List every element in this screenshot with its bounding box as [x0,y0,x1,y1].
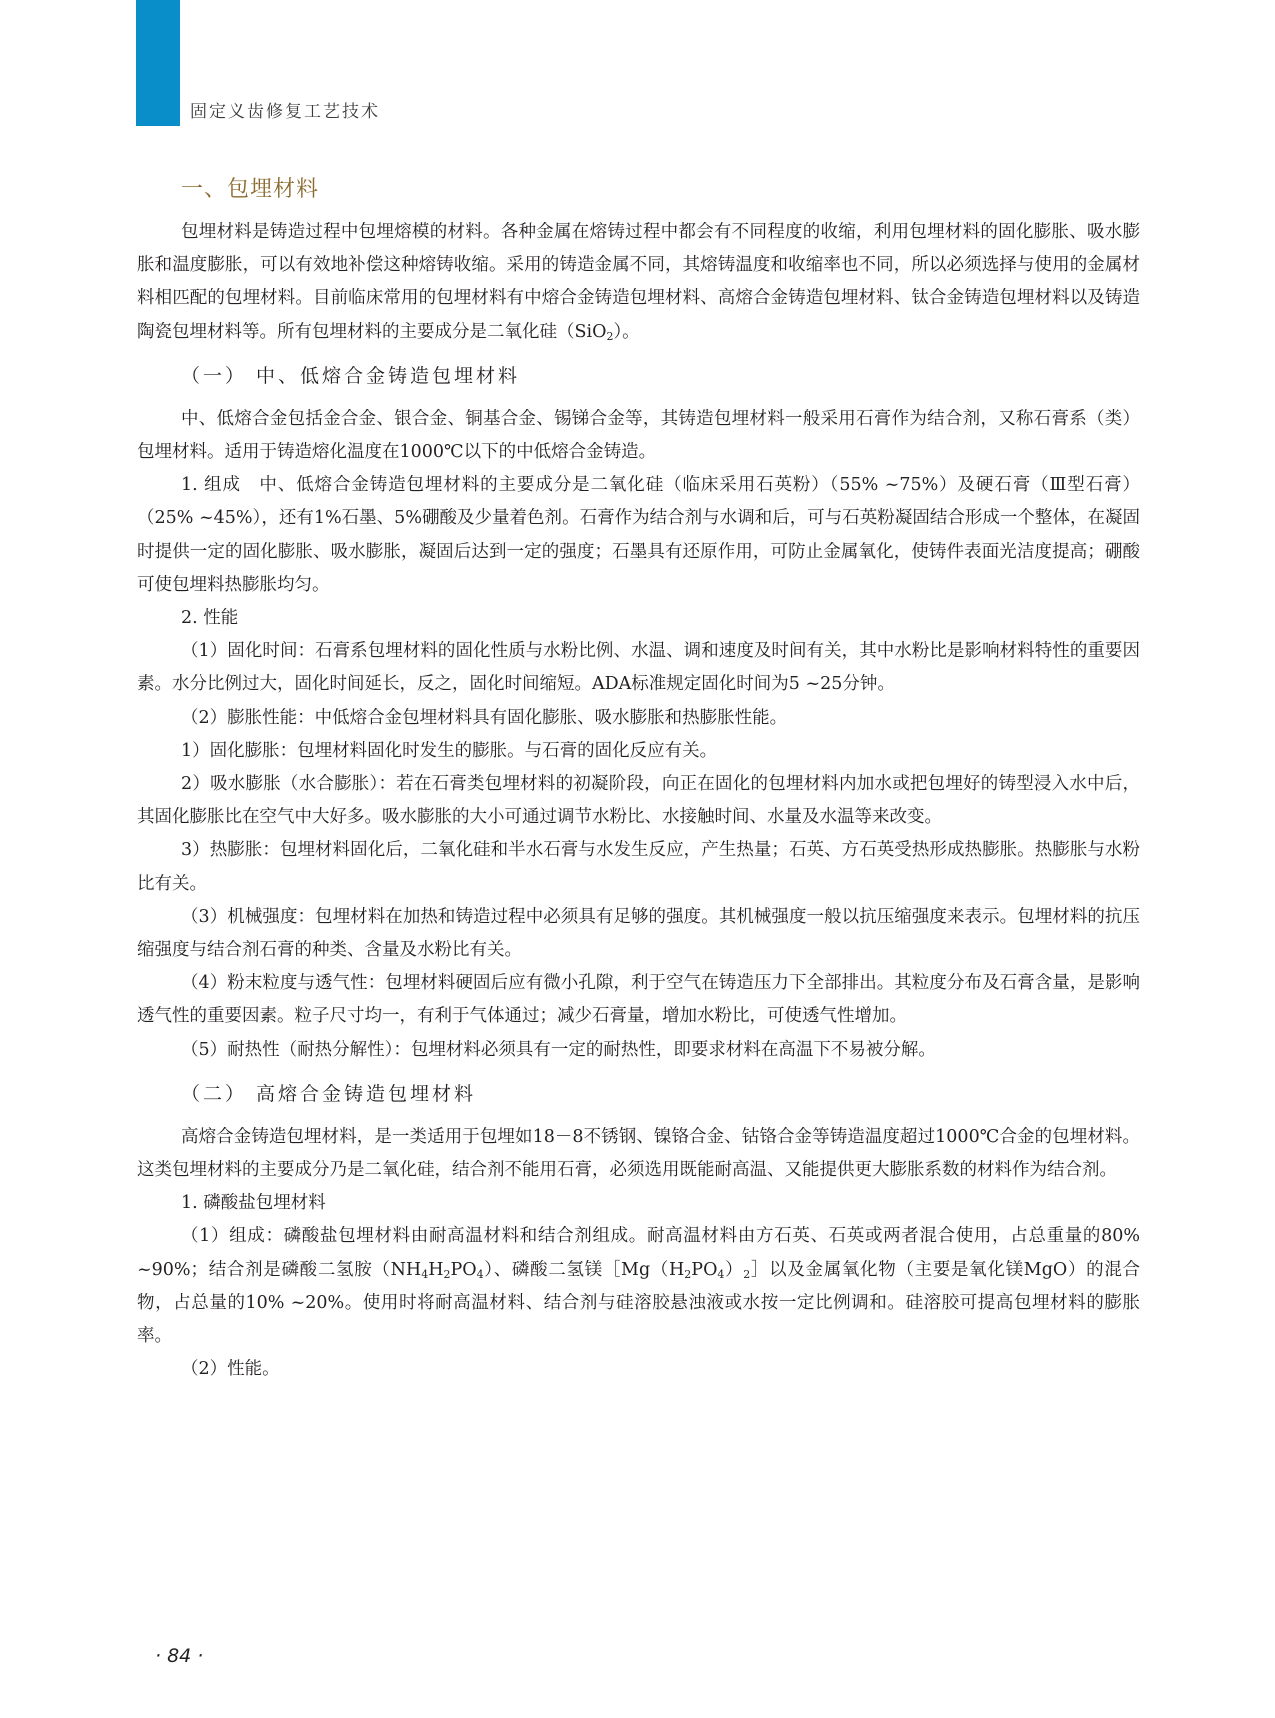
header-color-bar [136,0,180,126]
paragraph: 高熔合金铸造包埋材料，是一类适用于包埋如18－8不锈钢、镍铬合金、钴铬合金等铸造温度超过1000℃合金的包埋材料。这类包埋材料的主要成分乃是二氧化硅，结合剂不能用石膏，必须选用既能耐高温、又能提供更大膨胀系数的材料作为结合剂。 [137,1126,1140,1181]
paragraph: 2）吸水膨胀（水合膨胀）：若在石膏类包埋材料的初凝阶段，向正在固化的包埋材料内加水或把包埋好的铸型浸入水中后，其固化膨胀比在空气中大好多。吸水膨胀的大小可通过调节水粉比、水接触时间、水量及水温等来改变。 [137,774,1140,828]
subsection-heading-1: （一） 中、低熔合金铸造包埋材料 [181,364,521,387]
paragraph: 1）固化膨胀：包埋材料固化时发生的膨胀。与石膏的固化反应有关。 [181,740,718,761]
page-body [137,216,1140,1387]
paragraph: 中、低熔合金包括金合金、银合金、铜基合金、锡锑合金等，其铸造包埋材料一般采用石膏作为结合剂，又称石膏系（类）包埋材料。适用于铸造熔化温度在1000℃以下的中低熔合金铸造。 [137,408,1140,463]
paragraph: （3）机械强度：包埋材料在加热和铸造过程中必须具有足够的强度。其机械强度一般以抗压缩强度来表示。包埋材料的抗压缩强度与结合剂石膏的种类、含量及水粉比有关。 [137,906,1140,961]
paragraph: （5）耐热性（耐热分解性）：包埋材料必须具有一定的耐热性，即要求材料在高温下不易被分解。 [181,1039,936,1060]
running-header: 固定义齿修复工艺技术 [190,102,380,122]
subsection-heading-2: （二） 高熔合金铸造包埋材料 [181,1082,477,1105]
section-title: 一、包埋材料 [181,177,320,202]
paragraph: 3）热膨胀：包埋材料固化后，二氧化硅和半水石膏与水发生反应，产生热量；石英、方石英受热形成热膨胀。热膨胀与水粉比有关。 [137,840,1140,894]
paragraph: （2）性能。 [181,1359,280,1380]
intro-paragraph: 包埋材料是铸造过程中包埋熔模的材料。各种金属在熔铸过程中都会有不同程度的收缩，利用包埋材料的固化膨胀、吸水膨胀和温度膨胀，可以有效地补偿这种熔铸收缩。采用的铸造金属不同，其熔铸温度和收缩率也不同，所以必须选择与使用的金属材料相匹配的包埋材料。目前临床常用的包埋材料有中熔合金铸造包埋材料、高熔合金铸造包埋材料、钛合金铸造包埋材料以及铸造陶瓷包埋材料等。所有包埋材料的主要成分是二氧化硅（SiO$_2$）。 [137,222,1140,343]
paragraph: （4）粉末粒度与透气性：包埋材料硬固后应有微小孔隙，利于空气在铸造压力下全部排出。其粒度分布及石膏含量，是影响透气性的重要因素。粒子尺寸均一，有利于气体通过；减少石膏量，增加水粉比，可使透气性增加。 [137,973,1140,1027]
paragraph: （1）固化时间：石膏系包埋材料的固化性质与水粉比例、水温、调和速度及时间有关，其中水粉比是影响材料特性的重要因素。水分比例过大，固化时间延长，反之，固化时间缩短。ADA标准规定固化时间为5 ~25分钟。 [137,641,1140,695]
page-number: · 84 · [155,1645,204,1667]
paragraph: 1. 组成 中、低熔合金铸造包埋材料的主要成分是二氧化硅（临床采用石英粉）（55% ~75%）及硬石膏（Ⅲ型石膏）（25% ~45%），还有1%石墨、5%硼酸及少量着色剂。石膏作为结合剂与水调和后，可与石英粉凝固结合形成一个整体，在凝固时提供一定的固化膨胀、吸水膨胀，凝固后达到一定的强度；石墨具有还原作用，可防止金属氧化，使铸件表面光洁度提高；硼酸可使包埋料热膨胀均匀。 [137,475,1140,595]
composition-paragraph: （1）组成：磷酸盐包埋材料由耐高温材料和结合剂组成。耐高温材料由方石英、石英或两者混合使用，占总重量的80% ~90%；结合剂是磷酸二氢胺$(NH_4H_2PO_4)$、磷酸二氢镁$[Mg(H_2PO_4)_2]$以及金属氧化物（主要是氧化镁MgO）的混合物，占总量的10% ~20%。使用时将耐高温材料、结合剂与硅溶胶悬浊液或水按一定比例调和。硅溶胶可提高包埋材料的膨胀率。 [137,1226,1141,1347]
paragraph: 2. 性能 [181,608,239,629]
paragraph: （2）膨胀性能：中低熔合金包埋材料具有固化膨胀、吸水膨胀和热膨胀性能。 [181,707,788,728]
paragraph: 1. 磷酸盐包埋材料 [181,1193,326,1214]
